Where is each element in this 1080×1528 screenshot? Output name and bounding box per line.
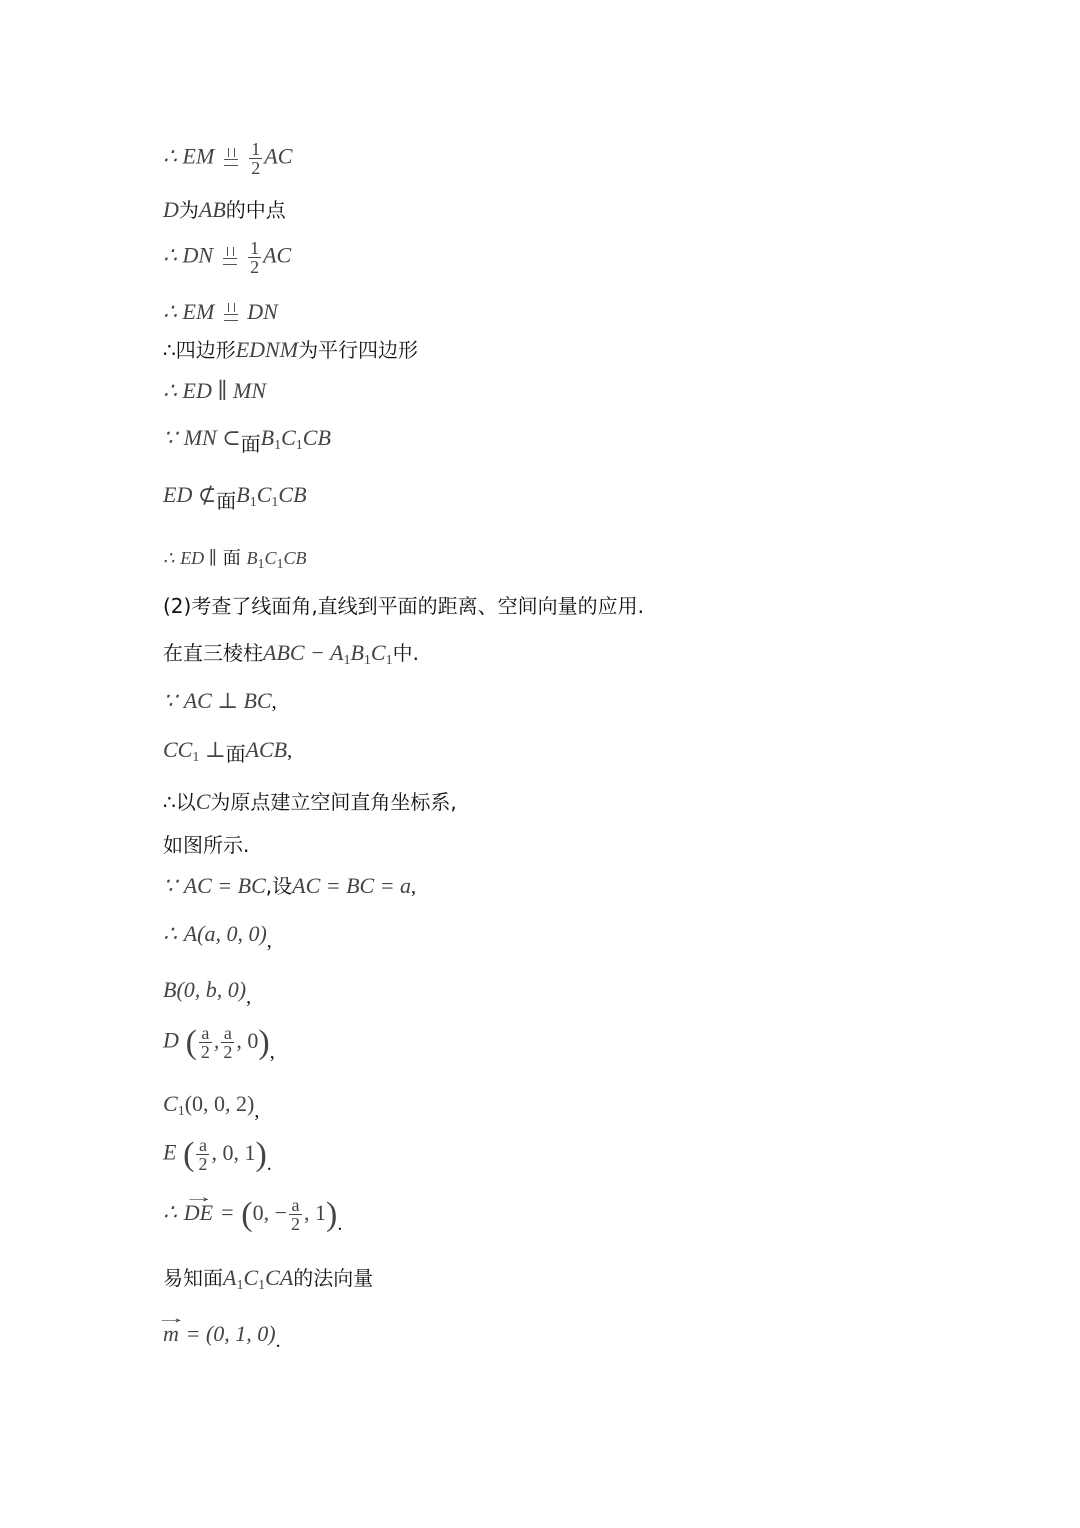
punctuation: ,	[246, 986, 252, 1008]
fraction: $\frac{1}{2}$	[250, 238, 260, 277]
text: 在直三棱柱	[163, 641, 263, 665]
line-20: $C_1(0$, 0, 2),	[163, 1091, 260, 1122]
punctuation: ,	[271, 691, 277, 713]
math-var: D	[163, 197, 179, 222]
therefore-symbol: ∴	[163, 242, 177, 268]
line-23: 易知面$A_1C_1CA$的法向量	[163, 1265, 374, 1293]
line-21: E ( $\frac{a}{2}$ , 0, 1).	[163, 1135, 272, 1175]
line-22: ∴ → DE = (0, − $\frac{a}{2}$ , 1).	[163, 1196, 342, 1233]
because-symbol: ∵	[163, 425, 177, 450]
math-expr: 0, −	[252, 1199, 287, 1225]
therefore-symbol: ∴	[163, 921, 177, 946]
line-14	[163, 788, 457, 816]
line-3	[163, 239, 291, 276]
math-expr: (0, 0, 2)	[184, 1091, 255, 1116]
parallel-equal-icon	[224, 303, 238, 325]
line-11: 在直三棱柱ABC − $A_1B_1C_1$中.	[163, 640, 419, 668]
math-expr: , 1	[304, 1199, 326, 1225]
therefore-symbol: ∴	[163, 338, 176, 362]
math-expr: AC	[264, 143, 293, 169]
math-expr: AC ⊥ BC	[183, 688, 272, 713]
line-4	[163, 298, 278, 326]
math-var: E	[163, 1139, 177, 1165]
math-expr: ED ⊄	[163, 482, 217, 507]
math-var: D	[163, 1027, 179, 1053]
punctuation: ,	[287, 740, 293, 762]
text: ,设	[265, 874, 293, 898]
punctuation: .	[266, 1152, 272, 1175]
fraction: $\frac{1}{2}$	[251, 139, 261, 178]
therefore-symbol: ∴	[163, 143, 177, 169]
punctuation: .	[337, 1212, 343, 1235]
therefore-symbol: ∴	[163, 299, 177, 324]
math-expr: AC = BC	[183, 873, 266, 898]
math-var: A	[223, 1265, 237, 1290]
line-15	[163, 831, 249, 859]
text: 为平行四边形	[298, 338, 419, 362]
because-symbol: ∵	[163, 873, 177, 898]
line-18	[163, 976, 252, 1008]
equals-symbol: =	[219, 1199, 235, 1225]
text: 的法向量	[293, 1266, 374, 1290]
text: 易知面	[163, 1266, 223, 1290]
text: 面	[216, 489, 237, 513]
math-var: C	[195, 789, 211, 814]
line-9: ∴ ED ∥ 面 $B_1C_1CB$	[163, 548, 307, 572]
math-var: C	[163, 1091, 178, 1116]
math-expr: AC = BC = a	[292, 873, 412, 898]
line-19: D ( $\frac{a}{2}$ , $\frac{a}{2}$ , 0),	[163, 1023, 275, 1063]
math-expr: ED ∥ MN	[182, 378, 266, 403]
line-16	[163, 872, 416, 901]
line-13: $CC_1$ ⊥面ACB,	[163, 737, 293, 766]
math-var: B	[246, 548, 258, 568]
line-2	[163, 196, 286, 224]
text: 为	[178, 198, 199, 222]
line-10	[163, 592, 644, 620]
math-var: ACB	[245, 737, 288, 762]
text: 面	[222, 548, 241, 569]
math-expr: EM	[182, 299, 215, 324]
math-expr: B(0, b, 0)	[163, 977, 247, 1002]
therefore-symbol: ∴	[163, 378, 177, 403]
math-expr: DN	[247, 299, 278, 324]
perp-symbol: ⊥	[204, 737, 226, 762]
text: 以	[175, 790, 196, 814]
line-1	[163, 140, 292, 177]
line-5	[163, 336, 418, 364]
line-6	[163, 377, 266, 405]
parallel-equal-icon	[224, 148, 238, 170]
math-expr: ED ∥	[180, 548, 217, 568]
text: 面	[225, 742, 246, 766]
math-expr: DN	[182, 242, 214, 268]
therefore-symbol: ∴	[163, 548, 175, 568]
text: 为原点建立空间直角坐标系,	[210, 790, 457, 814]
vector-de: → DE	[184, 1199, 213, 1227]
punctuation: ,	[254, 1100, 260, 1122]
text: 中.	[392, 641, 419, 665]
math-expr: MN ⊂	[183, 425, 241, 450]
vector-m: → m	[163, 1320, 179, 1348]
math-expr: A(a, 0, 0)	[183, 921, 267, 946]
math-expr: EM	[182, 143, 215, 169]
math-var: B	[236, 482, 250, 507]
because-symbol: ∵	[163, 688, 177, 713]
punctuation: ,	[269, 1040, 275, 1063]
line-17	[163, 920, 272, 952]
punctuation: .	[275, 1330, 281, 1352]
math-expr: , 0, 1	[211, 1139, 256, 1165]
math-expr: AC	[263, 242, 292, 268]
text: 四边形	[175, 338, 236, 362]
math-var: EDNM	[235, 337, 299, 362]
line-8: ED ⊄面$B_1C_1CB$	[163, 482, 307, 513]
text: 如图所示.	[163, 833, 250, 857]
section-heading: (2)考查了线面角,直线到平面的距离、空间向量的应用.	[163, 594, 645, 618]
parallel-equal-icon	[223, 247, 237, 269]
line-7: ∵ MN ⊂面$B_1C_1CB$	[163, 425, 331, 456]
line-24	[163, 1320, 281, 1352]
therefore-symbol: ∴	[163, 790, 176, 814]
math-expr: , 0	[236, 1027, 259, 1053]
punctuation: ,	[411, 876, 417, 898]
math-expr: CC	[163, 737, 193, 762]
text: 面	[240, 432, 261, 456]
punctuation: ,	[266, 930, 272, 952]
therefore-symbol: ∴	[163, 1199, 177, 1225]
math-expr: = (0, 1, 0)	[185, 1321, 276, 1346]
math-var: B	[260, 425, 275, 450]
line-12	[163, 687, 277, 716]
math-expr: ABC − A	[263, 640, 344, 665]
math-var: AB	[198, 197, 226, 222]
text: 的中点	[225, 198, 286, 222]
